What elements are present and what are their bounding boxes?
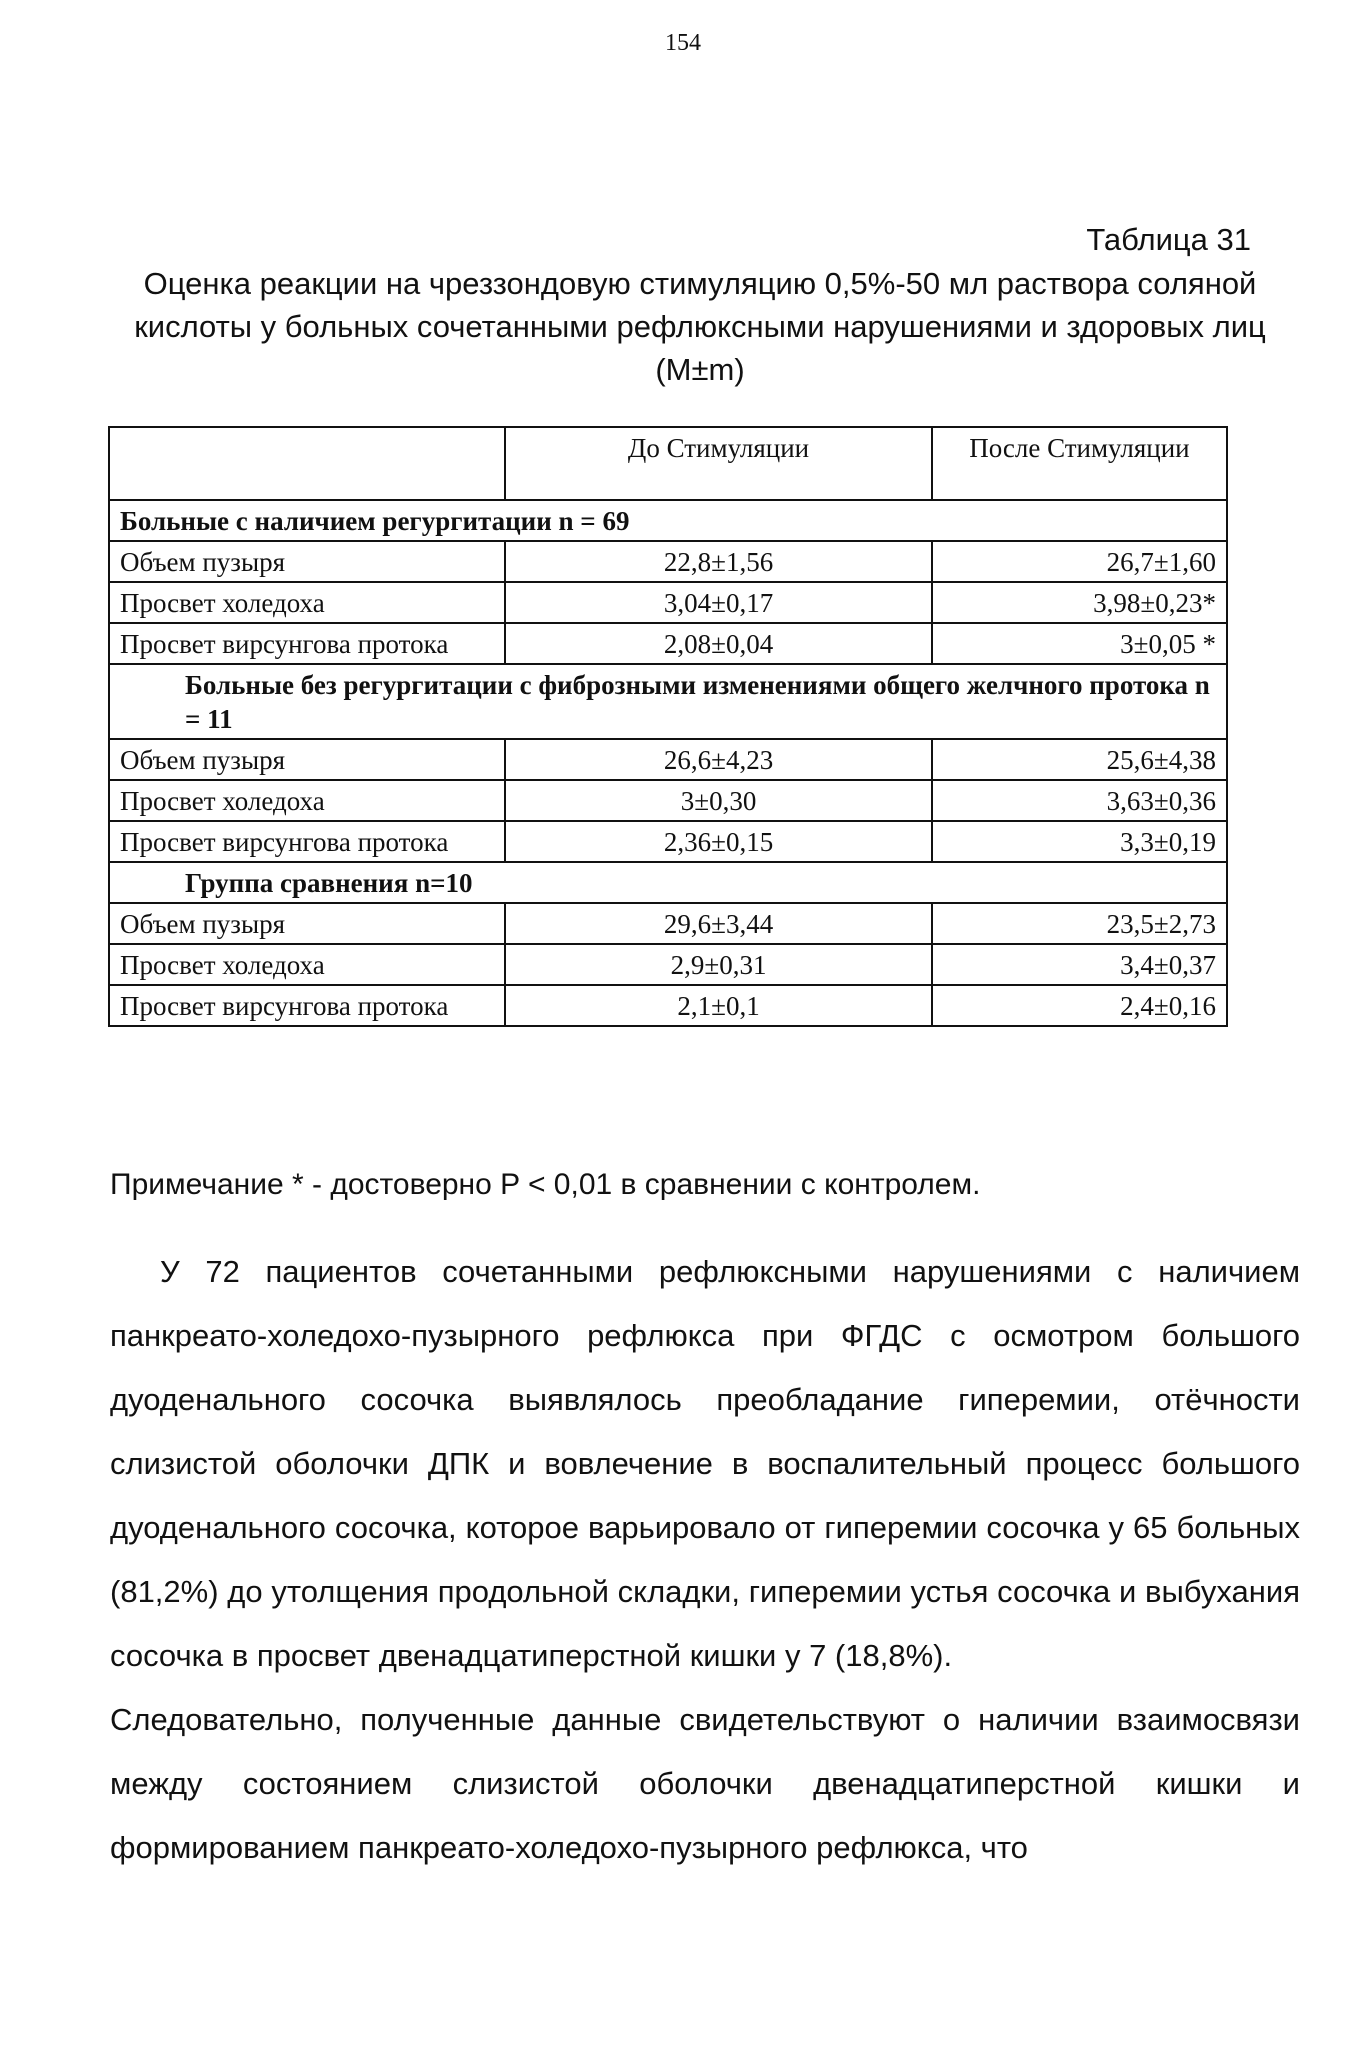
- row-after-value: 25,6±4,38: [932, 739, 1227, 780]
- header-cell-after: После Стимуляции: [932, 427, 1227, 500]
- table-header-row: [109, 427, 1227, 500]
- row-after-value: 3,63±0,36: [932, 780, 1227, 821]
- table-row: [109, 541, 1227, 582]
- row-label: Просвет холедоха: [109, 780, 505, 821]
- row-before-value: 29,6±3,44: [505, 903, 932, 944]
- row-after-value: 3±0,05 *: [932, 623, 1227, 664]
- group-title: Больные без регургитации с фиброзными изменениями общего желчного протока n = 11: [109, 664, 1227, 739]
- header-cell-empty: [109, 427, 505, 500]
- row-label: Просвет холедоха: [109, 582, 505, 623]
- row-label: Объем пузыря: [109, 903, 505, 944]
- row-before-value: 22,8±1,56: [505, 541, 932, 582]
- table-row: [109, 985, 1227, 1026]
- group-row: [109, 862, 1227, 903]
- row-before-value: 2,08±0,04: [505, 623, 932, 664]
- body-paragraph: Следовательно, полученные данные свидетельствуют о наличии взаимосвязи между состоянием слизистой оболочки двенадцатиперстной кишки и формированием панкреато-холедохо-пузырного рефлюкса, что: [110, 1702, 1300, 1865]
- group-title: Больные с наличием регургитации n = 69: [109, 500, 1227, 541]
- row-after-value: 3,3±0,19: [932, 821, 1227, 862]
- row-before-value: 2,36±0,15: [505, 821, 932, 862]
- row-after-value: 3,4±0,37: [932, 944, 1227, 985]
- row-before-value: 2,1±0,1: [505, 985, 932, 1026]
- table-row: [109, 821, 1227, 862]
- table-row: [109, 582, 1227, 623]
- table-row: [109, 780, 1227, 821]
- row-after-value: 2,4±0,16: [932, 985, 1227, 1026]
- row-label: Просвет вирсунгова протока: [109, 821, 505, 862]
- body-paragraph: У 72 пациентов сочетанными рефлюксными нарушениями с наличием панкреато-холедохо-пузырного рефлюкса при ФГДС с осмотром большого дуоденального сосочка выявлялось преобладание гиперемии, отёчности слизистой оболочки ДПК и вовлечение в воспалительный процесс большого дуоденального сосочка, которое варьировало от гиперемии сосочка у 65 больных (81,2%) до утолщения продольной складки, гиперемии устья сосочка и выбухания сосочка в просвет двенадцатиперстной кишки у 7 (18,8%).: [110, 1254, 1300, 1673]
- group-row: [109, 500, 1227, 541]
- row-label: Просвет холедоха: [109, 944, 505, 985]
- table-row: [109, 903, 1227, 944]
- data-table: [108, 426, 1228, 1027]
- row-before-value: 3,04±0,17: [505, 582, 932, 623]
- page-number: 154: [665, 30, 701, 56]
- table-label: Таблица 31: [1086, 222, 1251, 257]
- row-label: Объем пузыря: [109, 739, 505, 780]
- row-before-value: 3±0,30: [505, 780, 932, 821]
- row-after-value: 3,98±0,23*: [932, 582, 1227, 623]
- table-note: Примечание * - достоверно P < 0,01 в сравнении с контролем.: [110, 1168, 981, 1201]
- table-caption: Оценка реакции на чреззондовую стимуляцию 0,5%-50 мл раствора соляной кислоты у больных сочетанными рефлюксными нарушениями и здоровых лиц (M±m): [134, 266, 1266, 387]
- row-before-value: 26,6±4,23: [505, 739, 932, 780]
- row-before-value: 2,9±0,31: [505, 944, 932, 985]
- row-label: Объем пузыря: [109, 541, 505, 582]
- table-row: [109, 623, 1227, 664]
- row-label: Просвет вирсунгова протока: [109, 623, 505, 664]
- group-row: [109, 664, 1227, 739]
- table-row: [109, 739, 1227, 780]
- table-row: [109, 944, 1227, 985]
- row-after-value: 26,7±1,60: [932, 541, 1227, 582]
- group-title: Группа сравнения n=10: [109, 862, 1227, 903]
- header-cell-before: До Стимуляции: [505, 427, 932, 500]
- row-after-value: 23,5±2,73: [932, 903, 1227, 944]
- row-label: Просвет вирсунгова протока: [109, 985, 505, 1026]
